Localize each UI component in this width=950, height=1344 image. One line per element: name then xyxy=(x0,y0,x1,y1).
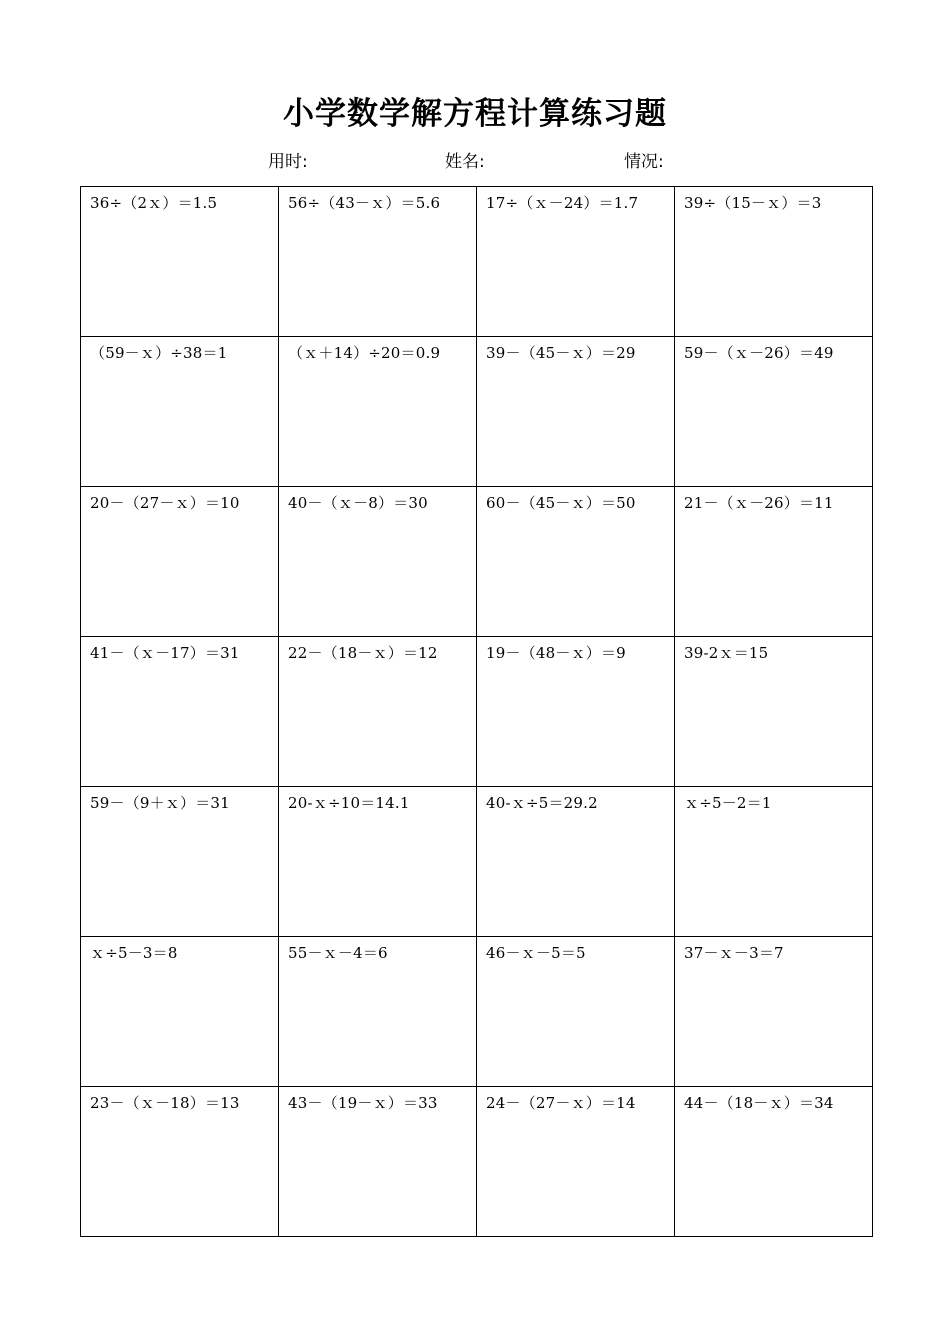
problem-cell xyxy=(81,787,279,937)
problem-row xyxy=(81,487,873,637)
equation: （ｘ＋14）÷20＝0.9 xyxy=(288,344,441,362)
equation: 43－（19－ｘ）＝33 xyxy=(288,1094,438,1112)
problem-cell xyxy=(279,637,477,787)
equation: 59－（9＋ｘ）＝31 xyxy=(90,794,230,812)
problem-cell xyxy=(675,637,873,787)
equation: 40-ｘ÷5＝29.2 xyxy=(486,794,598,812)
problem-cell xyxy=(675,337,873,487)
equation: 37－ｘ－3＝7 xyxy=(684,944,784,962)
problem-cell xyxy=(477,637,675,787)
problem-cell xyxy=(675,487,873,637)
problem-cell xyxy=(477,337,675,487)
problem-cell xyxy=(477,937,675,1087)
equation: （59－ｘ）÷38＝1 xyxy=(90,344,228,362)
problem-cell xyxy=(279,187,477,337)
problem-cell xyxy=(477,187,675,337)
equation: 24－（27－ｘ）＝14 xyxy=(486,1094,636,1112)
equation: 55－ｘ－4＝6 xyxy=(288,944,388,962)
problem-cell xyxy=(279,787,477,937)
equation: 56÷（43－ｘ）＝5.6 xyxy=(288,194,441,212)
problem-cell xyxy=(81,637,279,787)
problem-cell xyxy=(477,487,675,637)
equation: 36÷（2ｘ）＝1.5 xyxy=(90,194,218,212)
problem-cell xyxy=(279,337,477,487)
problem-cell xyxy=(675,937,873,1087)
problem-cell xyxy=(477,787,675,937)
equation: ｘ÷5－3＝8 xyxy=(90,944,178,962)
equation: 20－（27－ｘ）＝10 xyxy=(90,494,240,512)
equation: 40－（ｘ－8）＝30 xyxy=(288,494,428,512)
equation: 44－（18－ｘ）＝34 xyxy=(684,1094,834,1112)
problem-row xyxy=(81,187,873,337)
equation: 60－（45－ｘ）＝50 xyxy=(486,494,636,512)
problem-cell xyxy=(81,187,279,337)
equation: 46－ｘ－5＝5 xyxy=(486,944,586,962)
equation: 39÷（15－ｘ）＝3 xyxy=(684,194,822,212)
equation: 22－（18－ｘ）＝12 xyxy=(288,644,438,662)
problem-cell xyxy=(675,1087,873,1237)
equation: 41－（ｘ－17）＝31 xyxy=(90,644,240,662)
equation: 39-2ｘ＝15 xyxy=(684,644,769,662)
equation: 21－（ｘ－26）＝11 xyxy=(684,494,834,512)
page-title: 小学数学解方程计算练习题 xyxy=(283,96,667,132)
equation: 39－（45－ｘ）＝29 xyxy=(486,344,636,362)
problem-cell xyxy=(477,1087,675,1237)
problem-grid xyxy=(80,186,873,1237)
problem-row xyxy=(81,937,873,1087)
equation: 23－（ｘ－18）＝13 xyxy=(90,1094,240,1112)
problem-cell xyxy=(279,1087,477,1237)
name-label: 姓名: xyxy=(445,152,485,172)
problem-cell xyxy=(81,337,279,487)
problem-cell xyxy=(81,487,279,637)
equation: 20-ｘ÷10＝14.1 xyxy=(288,794,410,812)
problem-row xyxy=(81,337,873,487)
problem-cell xyxy=(81,937,279,1087)
problem-row xyxy=(81,1087,873,1237)
equation: ｘ÷5－2＝1 xyxy=(684,794,772,812)
equation: 19－（48－ｘ）＝9 xyxy=(486,644,626,662)
problem-row xyxy=(81,787,873,937)
equation: 17÷（ｘ－24）＝1.7 xyxy=(486,194,639,212)
problem-row xyxy=(81,637,873,787)
problem-cell xyxy=(675,787,873,937)
status-label: 情况: xyxy=(624,152,664,172)
problem-cell xyxy=(279,937,477,1087)
problem-cell xyxy=(675,187,873,337)
time-label: 用时: xyxy=(268,152,308,172)
problem-cell xyxy=(279,487,477,637)
problem-cell xyxy=(81,1087,279,1237)
equation: 59－（ｘ－26）＝49 xyxy=(684,344,834,362)
